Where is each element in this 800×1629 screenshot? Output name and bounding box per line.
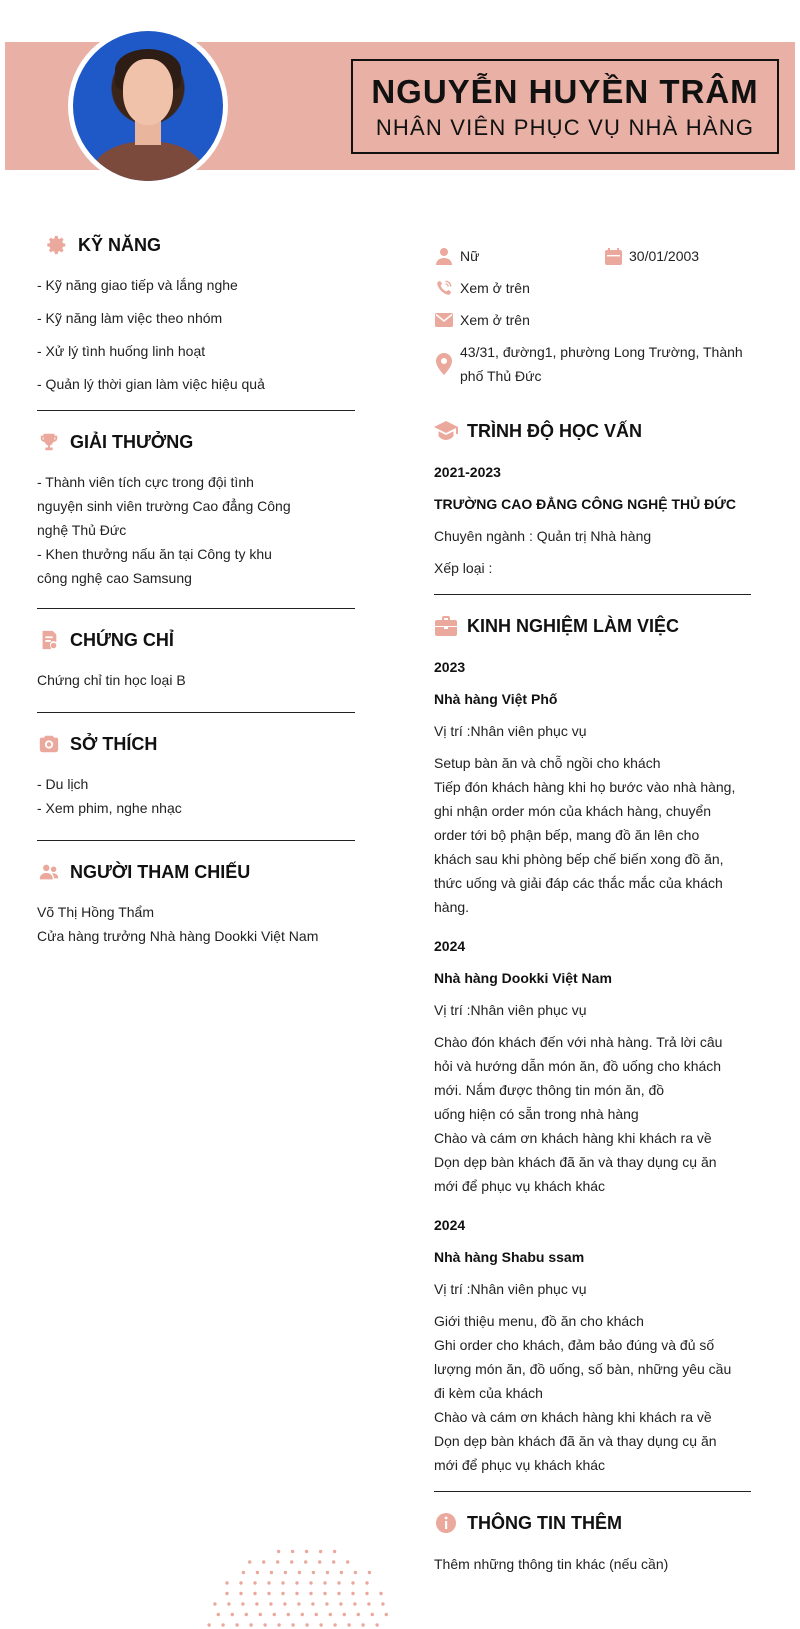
hobbies-title: SỞ THÍCH — [70, 733, 158, 754]
decor-dot — [319, 1550, 322, 1553]
decor-dot — [281, 1581, 284, 1584]
job-line: hàng. — [434, 899, 470, 915]
decor-dot — [295, 1592, 298, 1595]
job-line: uống hiện có sẵn trong nhà hàng — [434, 1106, 639, 1122]
experience-header — [434, 609, 751, 643]
decor-dot — [241, 1602, 244, 1605]
job-line: ghi nhận order món của khách hàng, chuyển — [434, 803, 712, 819]
decor-dot — [262, 1560, 265, 1563]
job-line: đi kèm của khách — [434, 1385, 543, 1401]
decor-dot — [227, 1602, 230, 1605]
phone-value: Xem ở trên — [460, 280, 530, 296]
birthday-value: 30/01/2003 — [629, 248, 700, 264]
decor-dot — [315, 1613, 318, 1616]
divider — [37, 840, 355, 841]
decor-dot — [347, 1623, 350, 1626]
job-line: mới để phục vụ khách khác — [434, 1178, 606, 1194]
job-line: thức uống và giải đáp các thắc mắc của khách — [434, 875, 723, 891]
certificates-header — [37, 623, 355, 657]
list-item: nguyện sinh viên trường Cao đẳng Công — [37, 498, 291, 514]
decor-dot — [225, 1581, 228, 1584]
decor-dot — [276, 1560, 279, 1563]
decor-dot — [235, 1623, 238, 1626]
decor-dot — [259, 1613, 262, 1616]
certificate-icon — [37, 628, 61, 652]
education-title: TRÌNH ĐỘ HỌC VẤN — [467, 420, 642, 441]
decor-dot — [213, 1602, 216, 1605]
job-line: hỏi và hướng dẫn món ăn, đồ uống cho khách — [434, 1058, 722, 1074]
decor-dot — [323, 1592, 326, 1595]
decor-dot — [323, 1581, 326, 1584]
decor-dot — [325, 1602, 328, 1605]
list-item: - Xem phim, nghe nhạc — [37, 800, 182, 816]
decor-dot — [301, 1613, 304, 1616]
decor-dot — [343, 1613, 346, 1616]
references-list — [37, 900, 355, 948]
decor-dot — [319, 1623, 322, 1626]
decor-dot — [351, 1581, 354, 1584]
decor-dot — [253, 1592, 256, 1595]
job-line: Giới thiệu menu, đồ ăn cho khách — [434, 1313, 644, 1329]
job-entry — [434, 655, 751, 919]
graduation-cap-icon — [434, 419, 458, 443]
decor-dot — [340, 1571, 343, 1574]
briefcase-icon — [434, 614, 458, 638]
job-year: 2024 — [434, 938, 466, 954]
decorative-dots — [200, 1548, 400, 1629]
job-entry — [434, 934, 751, 1198]
decor-dot — [318, 1560, 321, 1563]
decor-dot — [267, 1581, 270, 1584]
decor-dot — [385, 1613, 388, 1616]
hobbies-header — [37, 727, 355, 761]
decor-dot — [277, 1550, 280, 1553]
job-line: khách sau khi phòng bếp chế biến xong đồ ăn, — [434, 851, 724, 867]
address-line: phố Thủ Đức — [460, 368, 542, 384]
decor-dot — [326, 1571, 329, 1574]
personal-info-row — [434, 244, 751, 268]
decor-dot — [375, 1623, 378, 1626]
decor-dot — [277, 1623, 280, 1626]
awards-title: GIẢI THƯỞNG — [70, 431, 194, 452]
decor-dot — [267, 1592, 270, 1595]
skills-title: KỸ NĂNG — [78, 234, 162, 255]
education-period: 2021-2023 — [434, 464, 501, 480]
extra-text: Thêm những thông tin khác (nếu cần) — [434, 1556, 669, 1572]
person-icon — [434, 244, 454, 268]
decor-dot — [248, 1560, 251, 1563]
reference-name: Võ Thị Hồng Thẩm — [37, 904, 154, 920]
job-line: Chào đón khách đến với nhà hàng. Trả lời câu — [434, 1034, 723, 1050]
decor-dot — [351, 1592, 354, 1595]
certificates-list — [37, 668, 355, 692]
decor-dot — [284, 1571, 287, 1574]
decor-dot — [253, 1581, 256, 1584]
decor-dot — [312, 1571, 315, 1574]
decor-dot — [297, 1602, 300, 1605]
education-header — [434, 414, 751, 448]
people-icon — [37, 860, 61, 884]
decor-dot — [281, 1592, 284, 1595]
major: Chuyên ngành : Quản trị Nhà hàng — [434, 528, 652, 544]
hobbies-list — [37, 772, 355, 820]
camera-icon — [37, 732, 61, 756]
envelope-icon — [434, 308, 454, 332]
decor-dot — [217, 1613, 220, 1616]
list-item: - Du lịch — [37, 776, 89, 792]
rank: Xếp loại : — [434, 560, 493, 576]
job-title: NHÂN VIÊN PHỤC VỤ NHÀ HÀNG — [375, 115, 755, 140]
decor-dot — [379, 1592, 382, 1595]
decor-dot — [295, 1581, 298, 1584]
decor-dot — [249, 1623, 252, 1626]
job-line: order tới bộ phận bếp, mang đồ ăn lên cho — [434, 827, 700, 843]
decor-dot — [305, 1623, 308, 1626]
list-item: - Quản lý thời gian làm việc hiệu quả — [37, 376, 265, 392]
decor-dot — [305, 1550, 308, 1553]
list-item: Chứng chỉ tin học loại B — [37, 672, 186, 688]
school-name: TRƯỜNG CAO ĐẲNG CÔNG NGHỆ THỦ ĐỨC — [434, 496, 736, 512]
decor-dot — [263, 1623, 266, 1626]
certificates-title: CHỨNG CHỈ — [70, 629, 174, 650]
decor-dot — [365, 1592, 368, 1595]
divider — [37, 608, 355, 609]
decor-dot — [239, 1592, 242, 1595]
job-line: lượng món ăn, đồ uống, số bàn, những yêu cầu — [434, 1361, 732, 1377]
decor-dot — [337, 1592, 340, 1595]
divider — [434, 1491, 751, 1492]
decor-dot — [255, 1602, 258, 1605]
decor-dot — [368, 1571, 371, 1574]
decor-dot — [354, 1571, 357, 1574]
job-year: 2024 — [434, 1217, 466, 1233]
divider — [37, 410, 355, 411]
name-box — [351, 59, 779, 154]
phone-row — [434, 276, 751, 300]
list-item: công nghệ cao Samsung — [37, 570, 192, 586]
decor-dot — [225, 1592, 228, 1595]
awards-list — [37, 470, 355, 590]
job-position: Vị trí :Nhân viên phục vụ — [434, 1002, 587, 1018]
decor-dot — [298, 1571, 301, 1574]
gear-icon — [45, 233, 69, 257]
job-company: Nhà hàng Shabu ssam — [434, 1249, 585, 1265]
decor-dot — [256, 1571, 259, 1574]
job-line: Chào và cám ơn khách hàng khi khách ra về — [434, 1130, 712, 1146]
avatar — [73, 31, 223, 181]
calendar-icon — [603, 244, 623, 268]
list-item: - Khen thưởng nấu ăn tại Công ty khu — [37, 546, 272, 562]
skills-list — [37, 273, 355, 396]
job-line: Dọn dẹp bàn khách đã ăn và thay dụng cụ ăn — [434, 1433, 717, 1449]
decor-dot — [283, 1602, 286, 1605]
extra-header — [434, 1506, 751, 1540]
list-item: - Xử lý tình huống linh hoạt — [37, 343, 206, 359]
job-position: Vị trí :Nhân viên phục vụ — [434, 1281, 587, 1297]
divider — [434, 594, 751, 595]
decor-dot — [332, 1560, 335, 1563]
decor-dot — [270, 1571, 273, 1574]
job-company: Nhà hàng Việt Phố — [434, 691, 558, 707]
decor-dot — [290, 1560, 293, 1563]
job-year: 2023 — [434, 659, 466, 675]
decor-dot — [242, 1571, 245, 1574]
gender-value: Nữ — [460, 248, 480, 264]
trophy-icon — [37, 430, 61, 454]
profile-photo — [68, 26, 228, 186]
right-column — [434, 244, 751, 1576]
job-line: Chào và cám ơn khách hàng khi khách ra về — [434, 1409, 712, 1425]
decor-dot — [287, 1613, 290, 1616]
decor-dot — [367, 1602, 370, 1605]
decor-dot — [339, 1602, 342, 1605]
education-body — [434, 460, 751, 580]
decor-dot — [333, 1550, 336, 1553]
decor-dot — [346, 1560, 349, 1563]
email-value: Xem ở trên — [460, 312, 530, 328]
awards-header — [37, 425, 355, 459]
extra-title: THÔNG TIN THÊM — [467, 1512, 622, 1533]
decor-dot — [333, 1623, 336, 1626]
decor-dot — [221, 1623, 224, 1626]
map-pin-icon — [434, 340, 454, 388]
job-line: Ghi order cho khách, đảm bảo đúng và đủ số — [434, 1337, 715, 1353]
list-item: - Kỹ năng giao tiếp và lắng nghe — [37, 277, 238, 293]
decor-dot — [311, 1602, 314, 1605]
decor-dot — [357, 1613, 360, 1616]
email-row — [434, 308, 751, 332]
job-line: Tiếp đón khách hàng khi họ bước vào nhà hàng, — [434, 779, 736, 795]
decor-dot — [371, 1613, 374, 1616]
decor-dot — [207, 1623, 210, 1626]
decor-dot — [353, 1602, 356, 1605]
list-item: - Kỹ năng làm việc theo nhóm — [37, 310, 223, 326]
decor-dot — [329, 1613, 332, 1616]
reference-position: Cửa hàng trưởng Nhà hàng Dookki Việt Nam — [37, 928, 319, 944]
decor-dot — [304, 1560, 307, 1563]
job-line: Dọn dẹp bàn khách đã ăn và thay dụng cụ ăn — [434, 1154, 717, 1170]
phone-icon — [434, 276, 454, 300]
decor-dot — [381, 1602, 384, 1605]
decor-dot — [309, 1592, 312, 1595]
experience-title: KINH NGHIỆM LÀM VIỆC — [467, 615, 680, 636]
job-line: Setup bàn ăn và chỗ ngồi cho khách — [434, 755, 661, 771]
divider — [37, 712, 355, 713]
job-position: Vị trí :Nhân viên phục vụ — [434, 723, 587, 739]
job-entry — [434, 1213, 751, 1477]
decor-dot — [337, 1581, 340, 1584]
info-icon — [434, 1511, 458, 1535]
job-line: mới để phục vụ khách khác — [434, 1457, 606, 1473]
decor-dot — [231, 1613, 234, 1616]
decor-dot — [239, 1581, 242, 1584]
decor-dot — [273, 1613, 276, 1616]
full-name: NGUYỄN HUYỀN TRÂM — [371, 73, 759, 110]
left-column — [37, 228, 355, 948]
decor-dot — [365, 1581, 368, 1584]
address-row — [434, 340, 751, 388]
decor-dot — [291, 1623, 294, 1626]
decor-dot — [269, 1602, 272, 1605]
decor-dot — [291, 1550, 294, 1553]
references-header — [37, 855, 355, 889]
address-line: 43/31, đường1, phường Long Trường, Thành — [460, 344, 743, 360]
references-title: NGƯỜI THAM CHIẾU — [70, 861, 251, 882]
job-line: mới. Nắm được thông tin món ăn, đồ — [434, 1082, 665, 1098]
list-item: nghệ Thủ Đức — [37, 522, 127, 538]
decor-dot — [245, 1613, 248, 1616]
skills-header — [45, 228, 355, 262]
decor-dot — [361, 1623, 364, 1626]
list-item: - Thành viên tích cực trong đội tình — [37, 474, 254, 490]
job-company: Nhà hàng Dookki Việt Nam — [434, 970, 612, 986]
decor-dot — [309, 1581, 312, 1584]
